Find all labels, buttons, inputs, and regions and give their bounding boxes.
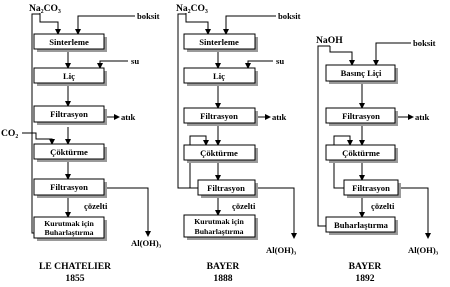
input-label-su: su [276, 56, 285, 66]
input-label-boksit: boksit [137, 11, 160, 21]
output-label-atik: atık [415, 112, 430, 122]
input-label-boksit: boksit [278, 11, 301, 21]
step-label: Filtrasyon [207, 183, 245, 193]
input-label-na2co3: Na₂CO₃ [176, 3, 208, 14]
output-label-aloh3: Al(OH)₃ [266, 245, 297, 255]
flowchart-bayer-1888 [176, 3, 301, 284]
step-label: Filtrasyon [200, 111, 238, 121]
output-label-atik: atık [272, 112, 287, 122]
step-label: Sinterleme [49, 37, 89, 47]
input-label-na2co3: Na₂CO₃ [29, 3, 61, 14]
input-label-co2: CO₂ [1, 128, 19, 139]
step-label: Filtrasyon [352, 183, 390, 193]
caption-year: 1892 [355, 273, 375, 284]
step-label-line1: Kurutmak için [44, 219, 94, 228]
caption-year: 1888 [213, 273, 233, 284]
flowchart-le-chatelier-1855 [1, 3, 162, 284]
flowchart-bayer-1892 [316, 35, 439, 284]
step-label-line2: Buharlaştırma [44, 228, 94, 237]
step-label: Basınç Liçi [340, 68, 382, 78]
step-label: Buharlaştırma [334, 220, 388, 230]
step-label: Çöktürme [200, 148, 238, 158]
caption-name: BAYER [348, 261, 382, 272]
input-label-naoh: NaOH [316, 35, 343, 46]
caption-name: LE CHATELIER [38, 261, 112, 272]
step-label: Sinterleme [199, 37, 239, 47]
output-label-cozelti: çözelti [84, 201, 108, 211]
caption-name: BAYER [206, 261, 240, 272]
input-label-boksit: boksit [413, 38, 436, 48]
output-label-aloh3: Al(OH)₃ [131, 238, 162, 248]
output-label-aloh3: Al(OH)₃ [408, 245, 439, 255]
step-label-line1: Kurutmak için [194, 217, 244, 226]
step-label: Filtrasyon [342, 111, 380, 121]
output-label-atik: atık [121, 112, 136, 122]
output-label-cozelti: çözelti [371, 201, 395, 211]
step-label: Liç [213, 71, 225, 81]
step-label: Filtrasyon [50, 109, 88, 119]
step-label: Filtrasyon [50, 182, 88, 192]
step-label-line2: Buharlaştırma [194, 227, 244, 236]
step-label: Liç [63, 71, 75, 81]
output-label-cozelti: çözelti [232, 201, 256, 211]
step-label: Çöktürme [342, 148, 380, 158]
step-label: Çöktürme [50, 147, 88, 157]
input-label-su: su [131, 56, 140, 66]
caption-year: 1855 [65, 273, 85, 284]
